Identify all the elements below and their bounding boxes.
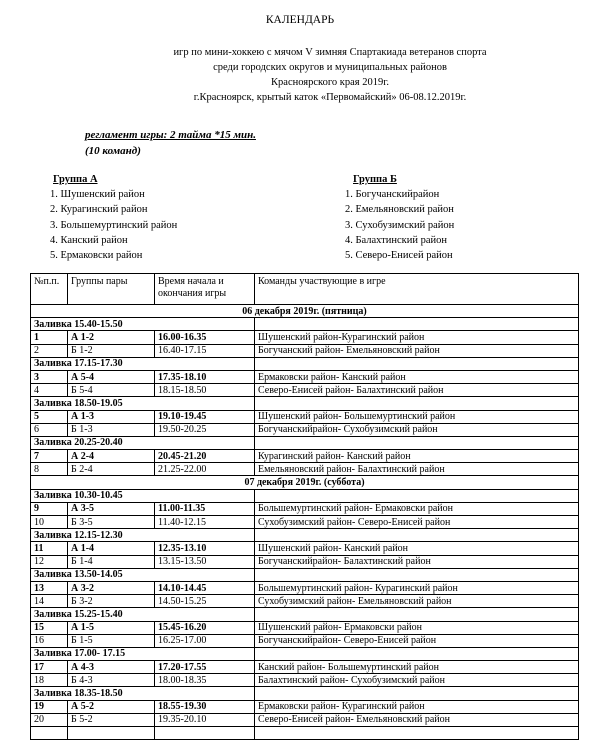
game-row <box>31 331 579 344</box>
game-pair-cell: А 1-2 <box>68 331 155 344</box>
subtitle-line: среди городских округов и муниципальных районов <box>213 62 447 73</box>
day-header-cell: 07 декабря 2019г. (суббота) <box>31 476 579 489</box>
game-pair-cell: Б 1-5 <box>68 634 155 647</box>
ice-fill-cell: Заливка 17.15-17.30 <box>31 357 255 370</box>
empty-cell <box>68 727 155 740</box>
group-b-team: 1. Богучанскийрайон <box>345 189 440 201</box>
empty-cell <box>155 727 255 740</box>
game-pair-cell: А 2-4 <box>68 450 155 463</box>
ice-fill-row <box>31 436 579 449</box>
game-row <box>31 555 579 568</box>
ice-fill-row <box>31 687 579 700</box>
game-time-cell: 15.45-16.20 <box>155 621 255 634</box>
game-row <box>31 700 579 713</box>
game-number-cell: 12 <box>31 555 68 568</box>
game-teams-cell: Богучанский район- Емельяновский район <box>255 344 579 357</box>
game-pair-cell: А 1-5 <box>68 621 155 634</box>
game-teams-cell: Курагинский район- Канский район <box>255 450 579 463</box>
ice-fill-empty-cell <box>255 608 579 621</box>
game-time-cell: 19.10-19.45 <box>155 410 255 423</box>
ice-fill-cell: Заливка 12.15-12.30 <box>31 529 255 542</box>
game-pair-cell: Б 5-4 <box>68 384 155 397</box>
game-pair-cell: А 1-3 <box>68 410 155 423</box>
game-teams-cell: Шушенский район- Канский район <box>255 542 579 555</box>
game-pair-cell: Б 3-5 <box>68 516 155 529</box>
ice-fill-cell: Заливка 10.30-10.45 <box>31 489 255 502</box>
game-pair-cell: Б 4-3 <box>68 674 155 687</box>
game-number-cell: 10 <box>31 516 68 529</box>
game-row <box>31 370 579 383</box>
game-time-cell: 17.20-17.55 <box>155 661 255 674</box>
game-teams-cell: Сухобузимский район- Северо-Енисей район <box>255 516 579 529</box>
game-teams-cell: Богучанскийрайон- Балахтинский район <box>255 555 579 568</box>
day-header-row <box>31 305 579 318</box>
ice-fill-row <box>31 568 579 581</box>
game-row <box>31 502 579 515</box>
game-row <box>31 581 579 594</box>
group-b <box>345 172 454 263</box>
game-time-cell: 17.35-18.10 <box>155 370 255 383</box>
game-row <box>31 463 579 476</box>
ice-fill-empty-cell <box>255 529 579 542</box>
game-teams-cell: Шушенский район-Курагинский район <box>255 331 579 344</box>
ice-fill-row <box>31 489 579 502</box>
group-b-team: 4. Балахтинский район <box>345 234 448 246</box>
game-number-cell: 11 <box>31 542 68 555</box>
ice-fill-row <box>31 318 579 331</box>
game-time-cell: 16.40-17.15 <box>155 344 255 357</box>
ice-fill-empty-cell <box>255 489 579 502</box>
subtitle-line: г.Красноярск, крытый каток «Первомайский» 06-08.12.2019г. <box>193 92 467 103</box>
game-row <box>31 713 579 726</box>
game-teams-cell: Ермаковски район- Канский район <box>255 370 579 383</box>
game-teams-cell: Богучанскийрайон- Сухобузимский район <box>255 423 579 436</box>
game-pair-cell: Б 1-4 <box>68 555 155 568</box>
empty-cell <box>31 727 68 740</box>
game-number-cell: 20 <box>31 713 68 726</box>
page-title: КАЛЕНДАРЬ <box>265 14 335 26</box>
ice-fill-row <box>31 357 579 370</box>
regulation-block <box>85 127 256 159</box>
game-pair-cell: А 5-4 <box>68 370 155 383</box>
game-time-cell: 11.40-12.15 <box>155 516 255 529</box>
ice-fill-cell: Заливка 20.25-20.40 <box>31 436 255 449</box>
game-row <box>31 674 579 687</box>
subtitle-line: игр по мини-хоккею с мячом V зимняя Спартакиада ветеранов спорта <box>173 47 487 58</box>
game-time-cell: 18.55-19.30 <box>155 700 255 713</box>
subtitle-line: Красноярского края 2019г. <box>271 77 389 88</box>
game-time-cell: 21.25-22.00 <box>155 463 255 476</box>
header-cell-num: №п.п. <box>31 274 68 305</box>
game-teams-cell: Большемуртинский район- Ермаковски район <box>255 502 579 515</box>
group-a-title: Группа А <box>53 174 98 185</box>
game-teams-cell: Сухобузимский район- Емельяновский район <box>255 595 579 608</box>
game-time-cell: 18.00-18.35 <box>155 674 255 687</box>
group-b-team: 3. Сухобузимский район <box>345 219 455 231</box>
game-number-cell: 3 <box>31 370 68 383</box>
empty-cell <box>255 727 579 740</box>
game-teams-cell: Северо-Енисей район- Емельяновский район <box>255 713 579 726</box>
game-pair-cell: А 3-5 <box>68 502 155 515</box>
header-cell-pair: Группы пары <box>68 274 155 305</box>
game-pair-cell: А 3-2 <box>68 581 155 594</box>
game-pair-cell: Б 1-3 <box>68 423 155 436</box>
game-teams-cell: Балахтинский район- Сухобузимский район <box>255 674 579 687</box>
game-row <box>31 423 579 436</box>
game-teams-cell: Большемуртинский район- Курагинский район <box>255 581 579 594</box>
game-row <box>31 384 579 397</box>
ice-fill-row <box>31 608 579 621</box>
ice-fill-empty-cell <box>255 436 579 449</box>
game-time-cell: 14.50-15.25 <box>155 595 255 608</box>
game-number-cell: 8 <box>31 463 68 476</box>
table-header-row <box>31 274 579 305</box>
game-teams-cell: Богучанскийрайон- Северо-Енисей район <box>255 634 579 647</box>
ice-fill-cell: Заливка 15.40-15.50 <box>31 318 255 331</box>
ice-fill-row <box>31 647 579 660</box>
ice-fill-cell: Заливка 17.00- 17.15 <box>31 647 255 660</box>
game-time-cell: 18.15-18.50 <box>155 384 255 397</box>
game-time-cell: 13.15-13.50 <box>155 555 255 568</box>
group-a-team: 3. Большемуртинский район <box>50 219 178 231</box>
ice-fill-empty-cell <box>255 318 579 331</box>
group-a-team: 5. Ермаковски район <box>50 250 143 262</box>
game-time-cell: 19.50-20.25 <box>155 423 255 436</box>
game-row <box>31 634 579 647</box>
ice-fill-empty-cell <box>255 397 579 410</box>
game-number-cell: 16 <box>31 634 68 647</box>
ice-fill-cell: Заливка 15.25-15.40 <box>31 608 255 621</box>
game-number-cell: 9 <box>31 502 68 515</box>
game-time-cell: 14.10-14.45 <box>155 581 255 594</box>
game-teams-cell: Емельяновский район- Балахтинский район <box>255 463 579 476</box>
game-pair-cell: Б 3-2 <box>68 595 155 608</box>
game-number-cell: 7 <box>31 450 68 463</box>
group-a-team: 1. Шушенский район <box>50 189 145 201</box>
game-pair-cell: Б 5-2 <box>68 713 155 726</box>
game-time-cell: 16.00-16.35 <box>155 331 255 344</box>
game-number-cell: 17 <box>31 661 68 674</box>
game-number-cell: 14 <box>31 595 68 608</box>
game-number-cell: 6 <box>31 423 68 436</box>
game-pair-cell: А 4-3 <box>68 661 155 674</box>
game-number-cell: 2 <box>31 344 68 357</box>
game-pair-cell: А 1-4 <box>68 542 155 555</box>
game-time-cell: 11.00-11.35 <box>155 502 255 515</box>
schedule-table <box>30 273 579 740</box>
group-a-team: 4. Канский район <box>50 234 128 246</box>
teams-count: (10 команд) <box>85 145 141 157</box>
ice-fill-cell: Заливка 18.50-19.05 <box>31 397 255 410</box>
ice-fill-empty-cell <box>255 357 579 370</box>
group-b-team: 5. Северо-Енисей район <box>345 250 453 262</box>
day-header-cell: 06 декабря 2019г. (пятница) <box>31 305 579 318</box>
game-teams-cell: Ермаковски район- Курагинский район <box>255 700 579 713</box>
game-row <box>31 542 579 555</box>
game-number-cell: 4 <box>31 384 68 397</box>
group-b-team: 2. Емельяновский район <box>345 204 454 216</box>
ice-fill-cell: Заливка 18.35-18.50 <box>31 687 255 700</box>
game-pair-cell: Б 2-4 <box>68 463 155 476</box>
day-header-row <box>31 476 579 489</box>
game-teams-cell: Шушенский район- Ермаковски район <box>255 621 579 634</box>
game-number-cell: 18 <box>31 674 68 687</box>
game-row <box>31 661 579 674</box>
ice-fill-row <box>31 397 579 410</box>
header-cell-teams: Команды участвующие в игре <box>255 274 579 305</box>
group-a <box>50 172 177 263</box>
game-teams-cell: Северо-Енисей район- Балахтинский район <box>255 384 579 397</box>
ice-fill-empty-cell <box>255 687 579 700</box>
game-pair-cell: Б 1-2 <box>68 344 155 357</box>
game-row <box>31 595 579 608</box>
game-row <box>31 450 579 463</box>
ice-fill-empty-cell <box>255 568 579 581</box>
game-pair-cell: А 5-2 <box>68 700 155 713</box>
game-time-cell: 20.45-21.20 <box>155 450 255 463</box>
group-b-title: Группа Б <box>353 174 397 185</box>
ice-fill-cell: Заливка 13.50-14.05 <box>31 568 255 581</box>
subtitle-block <box>140 45 520 105</box>
ice-fill-row <box>31 529 579 542</box>
game-row <box>31 410 579 423</box>
regulation-text: регламент игры: 2 тайма *15 мин. <box>85 129 256 141</box>
game-row <box>31 516 579 529</box>
game-row <box>31 344 579 357</box>
game-number-cell: 5 <box>31 410 68 423</box>
game-time-cell: 19.35-20.10 <box>155 713 255 726</box>
group-a-team: 2. Курагинский район <box>50 204 148 216</box>
game-number-cell: 15 <box>31 621 68 634</box>
game-number-cell: 19 <box>31 700 68 713</box>
game-teams-cell: Канский район- Большемуртинский район <box>255 661 579 674</box>
ice-fill-empty-cell <box>255 647 579 660</box>
game-time-cell: 16.25-17.00 <box>155 634 255 647</box>
game-teams-cell: Шушенский район- Большемуртинский район <box>255 410 579 423</box>
header-cell-time: Время начала и окончания игры <box>155 274 255 305</box>
empty-row <box>31 727 579 740</box>
game-row <box>31 621 579 634</box>
game-number-cell: 1 <box>31 331 68 344</box>
game-number-cell: 13 <box>31 581 68 594</box>
game-time-cell: 12.35-13.10 <box>155 542 255 555</box>
